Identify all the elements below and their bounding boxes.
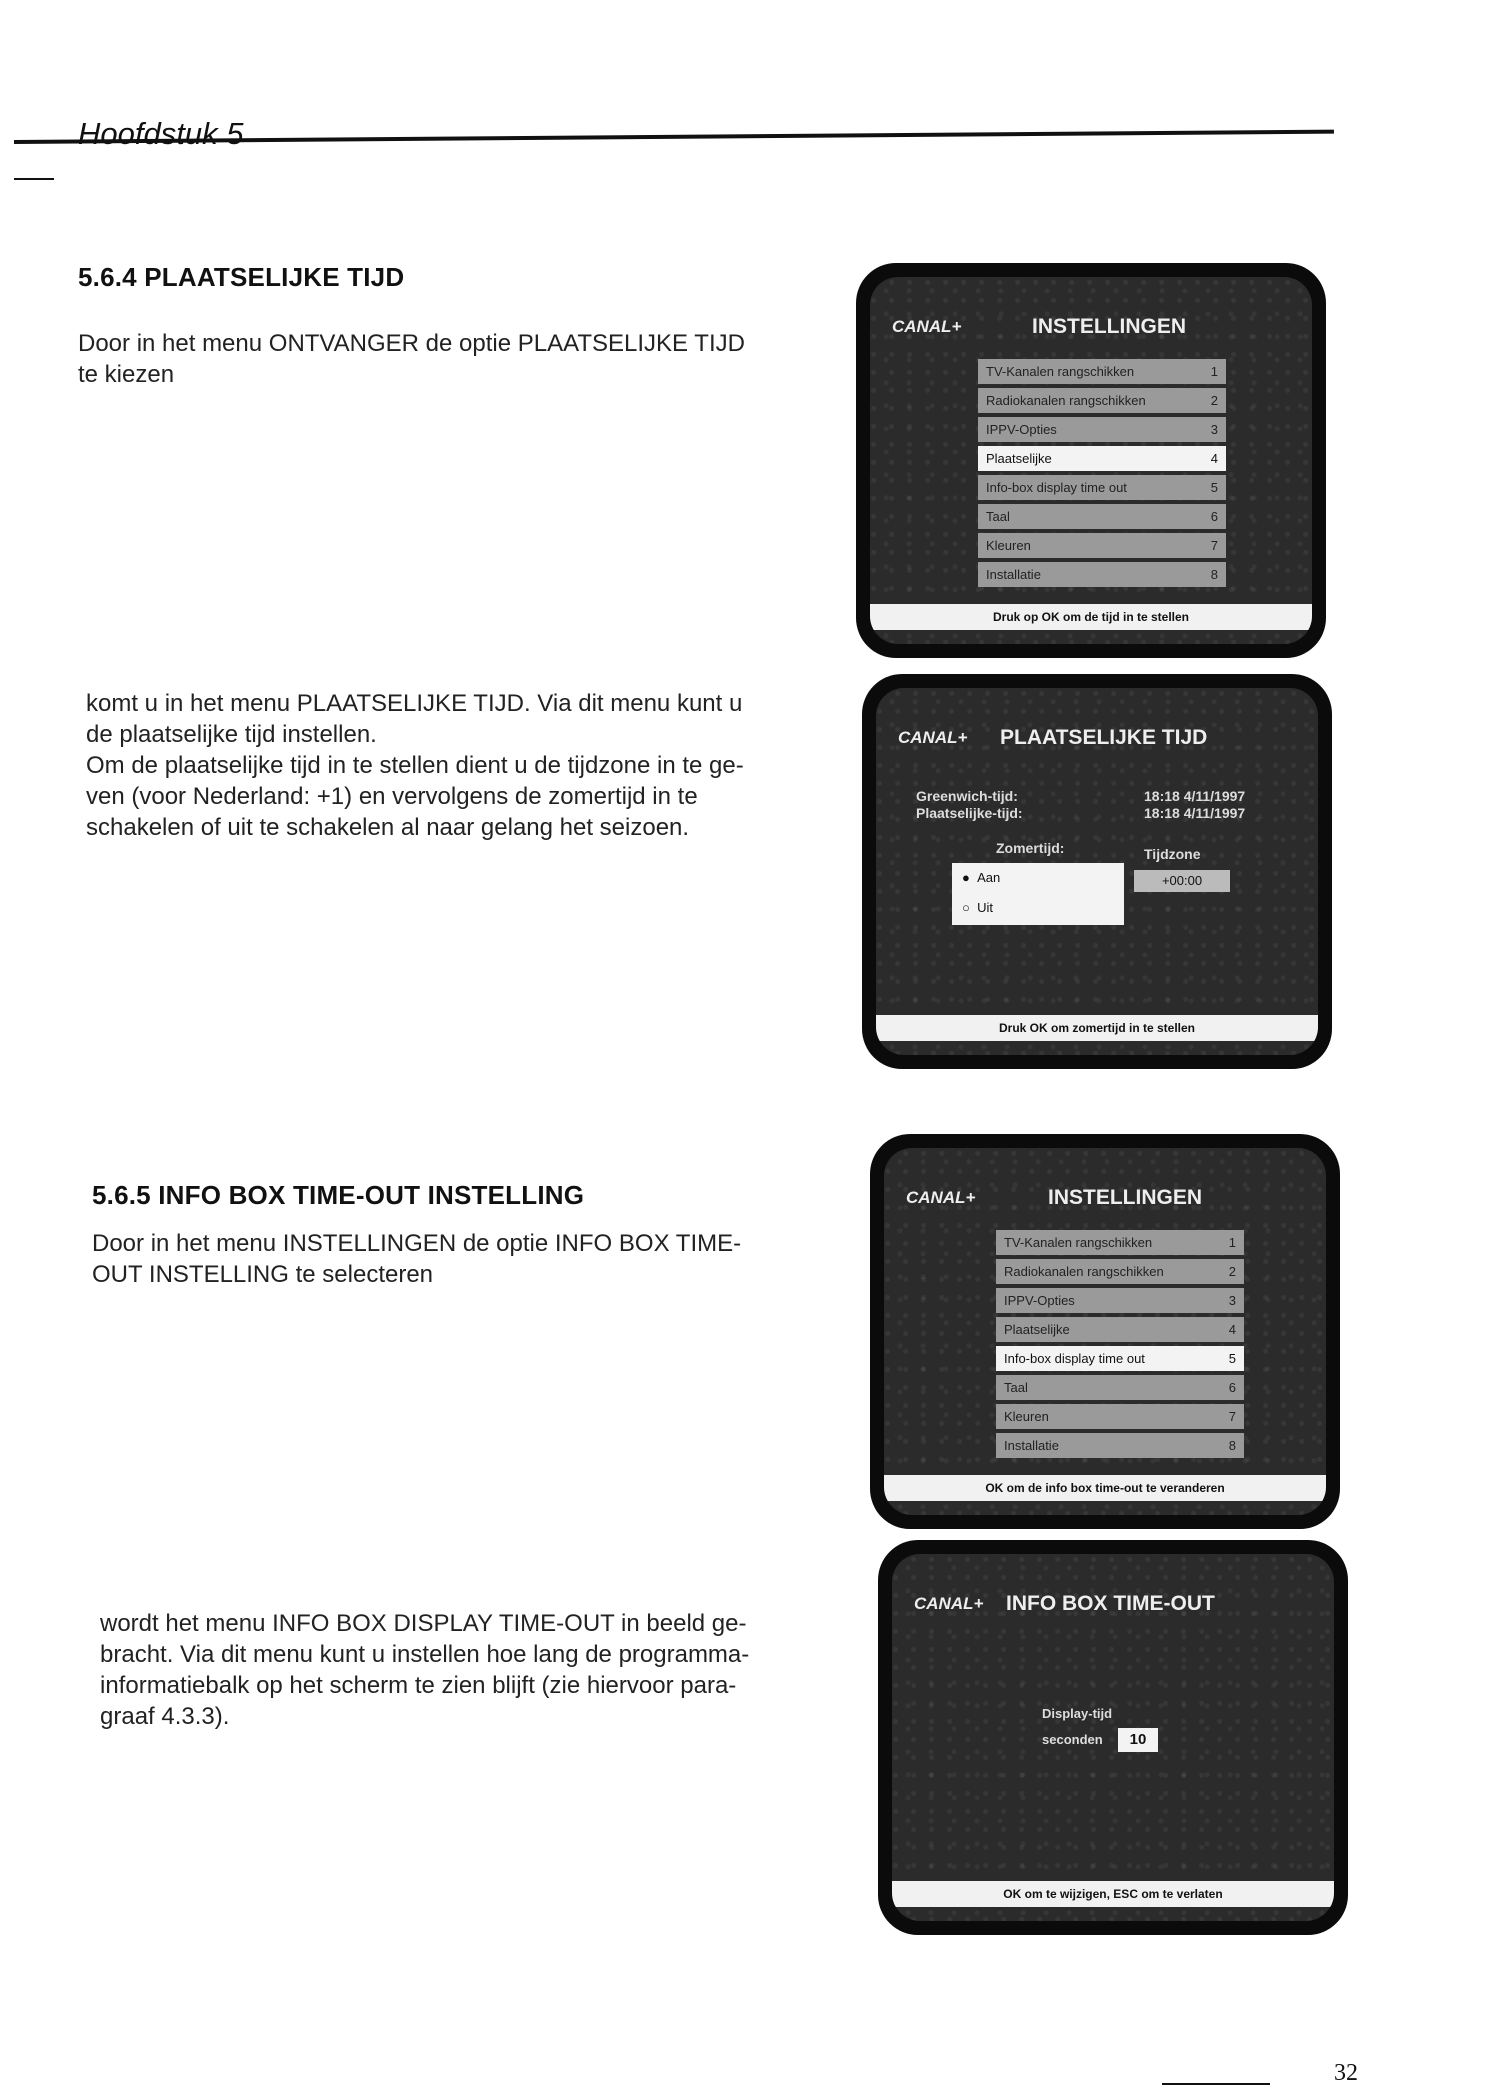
screen-footer-hint: OK om te wijzigen, ESC om te verlaten [892, 1881, 1334, 1907]
menu-item-language[interactable] [978, 504, 1226, 529]
settings-menu [978, 359, 1226, 591]
menu-item-num: 6 [1228, 1380, 1236, 1395]
menu-item-label: Plaatselijke [986, 451, 1052, 466]
canal-logo: CANAL+ [898, 728, 968, 747]
menu-item-local-time[interactable] [996, 1317, 1244, 1342]
chapter-title: Hoofdstuk 5 [78, 116, 244, 151]
option-label: Uit [977, 900, 993, 915]
summer-time-label: Zomertijd: [996, 840, 1065, 856]
seconds-label: seconden [1042, 1732, 1103, 1747]
menu-item-num: 7 [1210, 538, 1218, 553]
menu-item-tv-channels[interactable] [978, 359, 1226, 384]
menu-item-infobox[interactable] [978, 475, 1226, 500]
text-line: de plaatselijke tijd instellen. [86, 721, 377, 748]
timezone-field[interactable]: +00:00 [1134, 870, 1230, 892]
text-line: OUT INSTELLING te selecteren [92, 1261, 434, 1288]
screen-footer-hint: Druk op OK om de tijd in te stellen [870, 604, 1312, 630]
menu-item-num: 5 [1210, 480, 1218, 495]
menu-item-label: Radiokanalen rangschikken [1004, 1264, 1164, 1279]
local-time-label: Plaatselijke-tijd: [916, 805, 1023, 821]
menu-item-num: 2 [1228, 1264, 1236, 1279]
tv-screen-plaatselijke-tijd [862, 674, 1332, 1069]
menu-item-infobox[interactable] [996, 1346, 1244, 1371]
canal-logo: CANAL+ [906, 1188, 976, 1207]
menu-item-local-time[interactable] [978, 446, 1226, 471]
canal-logo: CANAL+ [914, 1594, 984, 1613]
screen-footer-hint: Druk OK om zomertijd in te stellen [876, 1015, 1318, 1041]
screen-title: INSTELLINGEN [1048, 1186, 1203, 1209]
menu-item-language[interactable] [996, 1375, 1244, 1400]
summer-time-options [952, 863, 1124, 925]
menu-item-label: Plaatselijke [1004, 1322, 1070, 1337]
menu-item-num: 4 [1228, 1322, 1236, 1337]
menu-item-num: 6 [1210, 509, 1218, 524]
menu-item-num: 4 [1210, 451, 1218, 466]
menu-item-colors[interactable] [996, 1404, 1244, 1429]
text-line: wordt het menu INFO BOX DISPLAY TIME-OUT in beeld ge- [100, 1610, 747, 1637]
menu-item-label: Installatie [986, 567, 1041, 582]
menu-item-num: 5 [1228, 1351, 1236, 1366]
menu-item-label: Radiokanalen rangschikken [986, 393, 1146, 408]
menu-item-num: 1 [1210, 364, 1218, 379]
menu-item-label: Kleuren [986, 538, 1031, 553]
menu-item-label: Taal [986, 509, 1010, 524]
menu-item-tv-channels[interactable] [996, 1230, 1244, 1255]
settings-menu [996, 1230, 1244, 1462]
tv-screen-instellingen-2 [870, 1134, 1340, 1529]
menu-item-installation[interactable] [978, 562, 1226, 587]
section1-body [86, 688, 846, 843]
text-line: komt u in het menu PLAATSELIJKE TIJD. Via dit menu kunt u [86, 690, 743, 717]
menu-item-label: Taal [1004, 1380, 1028, 1395]
section1-intro [78, 328, 838, 390]
text-line: Door in het menu ONTVANGER de optie PLAATSELIJKE TIJD [78, 330, 745, 357]
menu-item-radio-channels[interactable] [978, 388, 1226, 413]
page-number-rule [1162, 2083, 1270, 2085]
menu-item-radio-channels[interactable] [996, 1259, 1244, 1284]
tv-screen-infobox-timeout [878, 1540, 1348, 1935]
screen-title: PLAATSELIJKE TIJD [1000, 726, 1208, 749]
menu-item-num: 8 [1210, 567, 1218, 582]
menu-item-num: 1 [1228, 1235, 1236, 1250]
display-time-label: Display-tijd [1042, 1706, 1113, 1721]
menu-item-colors[interactable] [978, 533, 1226, 558]
timezone-label: Tijdzone [1144, 846, 1201, 862]
text-line: graaf 4.3.3). [100, 1703, 230, 1730]
text-line: te kiezen [78, 361, 175, 388]
text-line: Door in het menu INSTELLINGEN de optie INFO BOX TIME- [92, 1230, 742, 1257]
radio-empty-icon: ○ [962, 900, 970, 915]
menu-item-label: Installatie [1004, 1438, 1059, 1453]
option-off[interactable] [952, 893, 1124, 923]
menu-item-label: IPPV-Opties [986, 422, 1057, 437]
menu-item-ippv[interactable] [996, 1288, 1244, 1313]
local-time-value: 18:18 4/11/1997 [1144, 805, 1246, 821]
option-label: Aan [977, 870, 1001, 885]
menu-item-num: 3 [1210, 422, 1218, 437]
text-line: ven (voor Nederland: +1) en vervolgens de zomertijd in te [86, 783, 698, 810]
section-heading-5-6-4: 5.6.4 PLAATSELIJKE TIJD [78, 262, 405, 292]
menu-item-num: 7 [1228, 1409, 1236, 1424]
screen-area [876, 688, 1318, 1055]
canal-logo: CANAL+ [892, 317, 962, 336]
text-line: Om de plaatselijke tijd in te stellen dient u de tijdzone in te ge- [86, 752, 744, 779]
tv-screen-instellingen-1 [856, 263, 1326, 658]
screen-title: INFO BOX TIME-OUT [1006, 1592, 1215, 1615]
text-line: schakelen of uit te schakelen al naar gelang het seizoen. [86, 814, 690, 841]
screen-area [892, 1554, 1334, 1921]
greenwich-value: 18:18 4/11/1997 [1144, 788, 1246, 804]
header-rule-tick [14, 178, 54, 180]
menu-item-label: IPPV-Opties [1004, 1293, 1075, 1308]
section-heading-5-6-5: 5.6.5 INFO BOX TIME-OUT INSTELLING [92, 1180, 585, 1210]
menu-item-label: TV-Kanalen rangschikken [986, 364, 1135, 379]
text-line: informatiebalk op het scherm te zien blijft (zie hiervoor para- [100, 1672, 737, 1699]
seconds-field[interactable]: 10 [1118, 1728, 1158, 1752]
radio-filled-icon: ● [962, 870, 970, 885]
screen-area [884, 1148, 1326, 1515]
screen-footer-hint: OK om de info box time-out te veranderen [884, 1475, 1326, 1501]
menu-item-num: 3 [1228, 1293, 1236, 1308]
menu-item-label: Kleuren [1004, 1409, 1049, 1424]
menu-item-label: TV-Kanalen rangschikken [1004, 1235, 1153, 1250]
section2-body [100, 1608, 860, 1732]
menu-item-installation[interactable] [996, 1433, 1244, 1458]
screen-area [870, 277, 1312, 644]
menu-item-label: Info-box display time out [1004, 1351, 1145, 1366]
menu-item-num: 2 [1210, 393, 1218, 408]
greenwich-label: Greenwich-tijd: [916, 788, 1018, 804]
menu-item-num: 8 [1228, 1438, 1236, 1453]
section2-intro [92, 1228, 852, 1290]
text-line: bracht. Via dit menu kunt u instellen hoe lang de programma- [100, 1641, 750, 1668]
menu-item-ippv[interactable] [978, 417, 1226, 442]
menu-item-label: Info-box display time out [986, 480, 1127, 495]
option-on[interactable] [952, 863, 1124, 893]
page-number: 32 [1334, 2060, 1358, 2086]
screen-title: INSTELLINGEN [1032, 315, 1187, 338]
